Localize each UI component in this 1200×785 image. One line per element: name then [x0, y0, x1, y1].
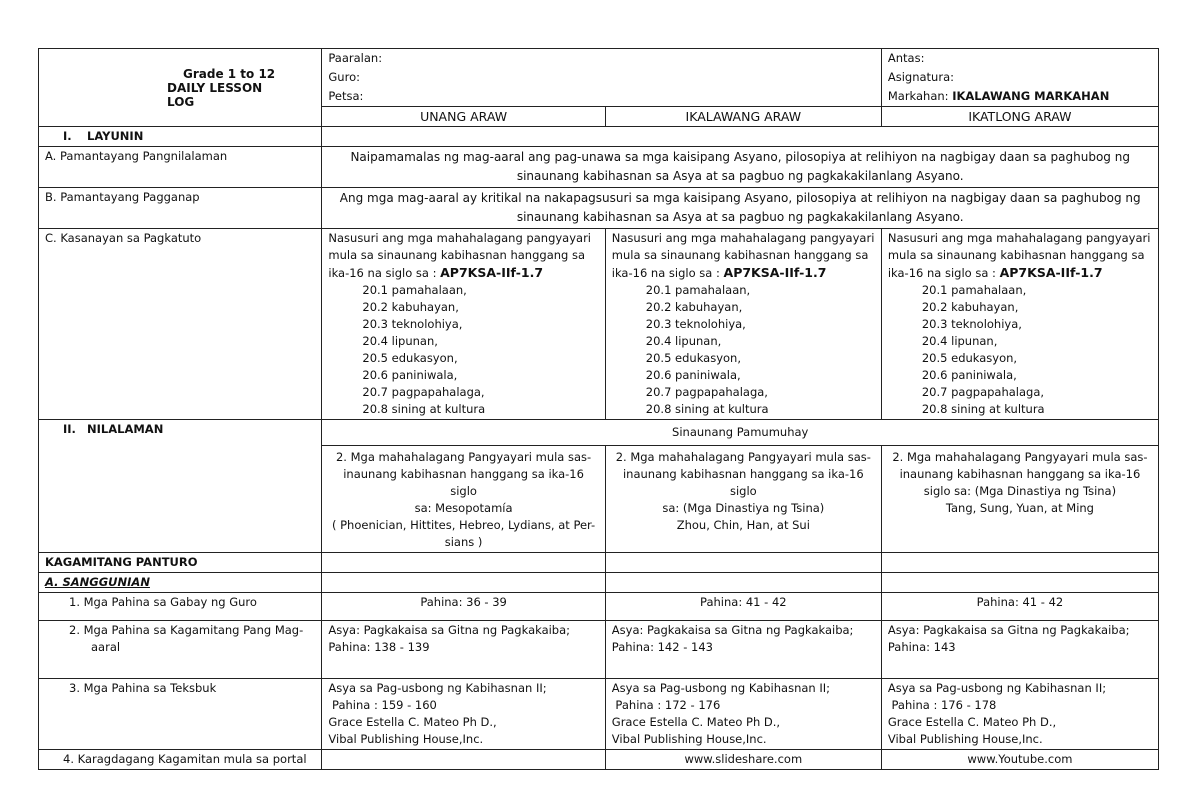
pamantayang-pagganap-label: B. Pamantayang Pagganap	[39, 188, 322, 229]
kagamitang-mag-aaral-label: 2. Mga Pahina sa Kagamitang Pang Mag- aaral	[39, 621, 322, 679]
kasanayan-item: 20.5 edukasyon,	[645, 351, 741, 365]
gabay-guro-label: 1. Mga Pahina sa Gabay ng Guro	[39, 593, 322, 621]
paaralan-field: Paaralan:	[322, 49, 881, 69]
pamantayang-pangnilalaman-text: Naipamamalas ng mag-aaral ang pag-unawa sa mga kaisipang Asyano, pilosopiya at relihiyon na nagbigay daan sa paghubog ng sinaunang kabihasnan sa Asya at sa pagbuo ng pagkakakilanlang Asyano.	[322, 147, 1159, 188]
portal-day-1	[322, 750, 605, 770]
markahan-field	[881, 87, 1158, 107]
nilalaman-heading: II. NILALAMAN	[39, 420, 322, 553]
kasanayan-item: 20.8 sining at kultura	[921, 402, 1045, 416]
kasanayan-item: 20.1 pamahalaan,	[645, 283, 751, 297]
competency-code: AP7KSA-IIf-1.7	[999, 265, 1103, 280]
antas-field: Antas:	[881, 49, 1158, 69]
sanggunian-heading: A. SANGGUNIAN	[39, 573, 322, 593]
gabay-guro-day-3: Pahina: 41 - 42	[881, 593, 1158, 621]
kasanayan-item: 20.4 lipunan,	[921, 334, 998, 348]
kagamitan-blank-3	[881, 553, 1158, 573]
kasanayan-item: 20.6 paniniwala,	[362, 368, 458, 382]
kasanayan-item: 20.5 edukasyon,	[362, 351, 458, 365]
kasanayan-day-3	[881, 229, 1158, 420]
sanggunian-blank-2	[605, 573, 881, 593]
kasanayan-intro: Nasusuri ang mga mahahalagang pangyayari mula sa sinaunang kabihasnan hanggang sa ika-16 na siglo sa :	[611, 231, 875, 280]
nilalaman-day-2: 2. Mga mahahalagang Pangyayari mula sas- inaunang kabihasnan hanggang sa ika-16 siglo sa: (Mga Dinastiya ng Tsina) Zhou, Chin, Han, at Sui	[605, 446, 881, 553]
kasanayan-item: 20.8 sining at kultura	[362, 402, 486, 416]
kasanayan-item: 20.2 kabuhayan,	[362, 300, 459, 314]
gabay-guro-day-2: Pahina: 41 - 42	[605, 593, 881, 621]
kasanayan-item: 20.8 sining at kultura	[645, 402, 769, 416]
teksbuk-day-1: Asya sa Pag-usbong ng Kabihasnan II; Pahina : 159 - 160 Grace Estella C. Mateo Ph D., Vibal Publishing House,Inc.	[322, 679, 605, 750]
day-3-header: IKATLONG ARAW	[881, 107, 1158, 127]
kasanayan-item: 20.1 pamahalaan,	[362, 283, 467, 297]
kasanayan-item: 20.2 kabuhayan,	[645, 300, 743, 314]
kasanayan-item: 20.4 lipunan,	[362, 334, 438, 348]
teksbuk-day-3: Asya sa Pag-usbong ng Kabihasnan II; Pahina : 176 - 178 Grace Estella C. Mateo Ph D., Vibal Publishing House,Inc.	[881, 679, 1158, 750]
portal-day-3[interactable]: www.Youtube.com	[881, 750, 1158, 770]
competency-code: AP7KSA-IIf-1.7	[440, 265, 544, 280]
day-2-header: IKALAWANG ARAW	[605, 107, 881, 127]
kasanayan-intro: Nasusuri ang mga mahahalagang pangyayari mula sa sinaunang kabihasnan hanggang sa ika-16 na siglo sa :	[328, 231, 591, 280]
kasanayan-item: 20.7 pagpapahalaga,	[362, 385, 485, 399]
gabay-guro-day-1: Pahina: 36 - 39	[322, 593, 605, 621]
kasanayan-day-2	[605, 229, 881, 420]
mag-aaral-day-1: Asya: Pagkakaisa sa Gitna ng Pagkakaiba; Pahina: 138 - 139	[322, 621, 605, 679]
kasanayan-item: 20.7 pagpapahalaga,	[921, 385, 1045, 399]
kasanayan-label: C. Kasanayan sa Pagkatuto	[39, 229, 322, 420]
title-log: LOG	[167, 94, 195, 109]
kasanayan-item: 20.2 kabuhayan,	[921, 300, 1019, 314]
markahan-value: IKALAWANG MARKAHAN	[952, 89, 1110, 103]
pamantayang-pangnilalaman-label: A. Pamantayang Pangnilalaman	[39, 147, 322, 188]
pamantayang-pagganap-text: Ang mga mag-aaral ay kritikal na nakapagsusuri sa mga kaisipang Asyano, pilosopiya at relihiyon na nagbigay daan sa paghubog ng sinaunang kabihasnan sa Asya at sa pagbuo ng pagkakakilanlang Asyano.	[322, 188, 1159, 229]
layunin-heading: I. LAYUNIN	[39, 127, 322, 147]
mag-aaral-day-2: Asya: Pagkakaisa sa Gitna ng Pagkakaiba; Pahina: 142 - 143	[605, 621, 881, 679]
sanggunian-blank-1	[322, 573, 605, 593]
kasanayan-intro: Nasusuri ang mga mahahalagang pangyayari mula sa sinaunang kabihasnan hanggang sa ika-16 na siglo sa :	[887, 231, 1151, 280]
petsa-field: Petsa:	[322, 87, 881, 107]
kagamitan-heading: KAGAMITANG PANTURO	[39, 553, 322, 573]
teksbuk-label: 3. Mga Pahina sa Teksbuk	[39, 679, 322, 750]
competency-code: AP7KSA-IIf-1.7	[723, 265, 827, 280]
teksbuk-day-2: Asya sa Pag-usbong ng Kabihasnan II; Pahina : 172 - 176 Grace Estella C. Mateo Ph D., Vibal Publishing House,Inc.	[605, 679, 881, 750]
kasanayan-item: 20.7 pagpapahalaga,	[645, 385, 768, 399]
daily-lesson-log-table	[38, 48, 1159, 770]
kasanayan-item: 20.5 edukasyon,	[921, 351, 1018, 365]
kasanayan-item: 20.6 paniniwala,	[921, 368, 1017, 382]
day-1-header: UNANG ARAW	[322, 107, 605, 127]
sanggunian-blank-3	[881, 573, 1158, 593]
kasanayan-item: 20.3 teknolohiya,	[362, 317, 463, 331]
kagamitan-blank-2	[605, 553, 881, 573]
kasanayan-item: 20.4 lipunan,	[645, 334, 722, 348]
title-grade: Grade 1 to 12	[183, 66, 276, 81]
kagamitan-blank-1	[322, 553, 605, 573]
layunin-blank	[322, 127, 1159, 147]
kasanayan-item: 20.3 teknolohiya,	[921, 317, 1022, 331]
kasanayan-item: 20.1 pamahalaan,	[921, 283, 1027, 297]
markahan-label: Markahan:	[887, 89, 953, 103]
portal-label: 4. Karagdagang Kagamitan mula sa portal	[39, 750, 322, 770]
nilalaman-day-3: 2. Mga mahahalagang Pangyayari mula sas- inaunang kabihasnan hanggang sa ika-16 siglo sa: (Mga Dinastiya ng Tsina) Tang, Sung, Yuan, at Ming	[881, 446, 1158, 553]
portal-day-2[interactable]: www.slideshare.com	[605, 750, 881, 770]
kasanayan-item: 20.3 teknolohiya,	[645, 317, 746, 331]
kasanayan-item: 20.6 paniniwala,	[645, 368, 741, 382]
mag-aaral-day-3: Asya: Pagkakaisa sa Gitna ng Pagkakaiba; Pahina: 143	[881, 621, 1158, 679]
nilalaman-topic: Sinaunang Pamumuhay	[322, 420, 1159, 446]
asignatura-field: Asignatura:	[881, 68, 1158, 87]
kasanayan-day-1	[322, 229, 605, 420]
log-title	[39, 49, 322, 127]
nilalaman-day-1: 2. Mga mahahalagang Pangyayari mula sas- inaunang kabihasnan hanggang sa ika-16 siglo sa: Mesopotamía ( Phoenician, Hittites, Hebreo, Lydians, at Per- sians )	[322, 446, 605, 553]
guro-field: Guro:	[322, 68, 881, 87]
title-daily-lesson: DAILY LESSON	[167, 80, 263, 95]
